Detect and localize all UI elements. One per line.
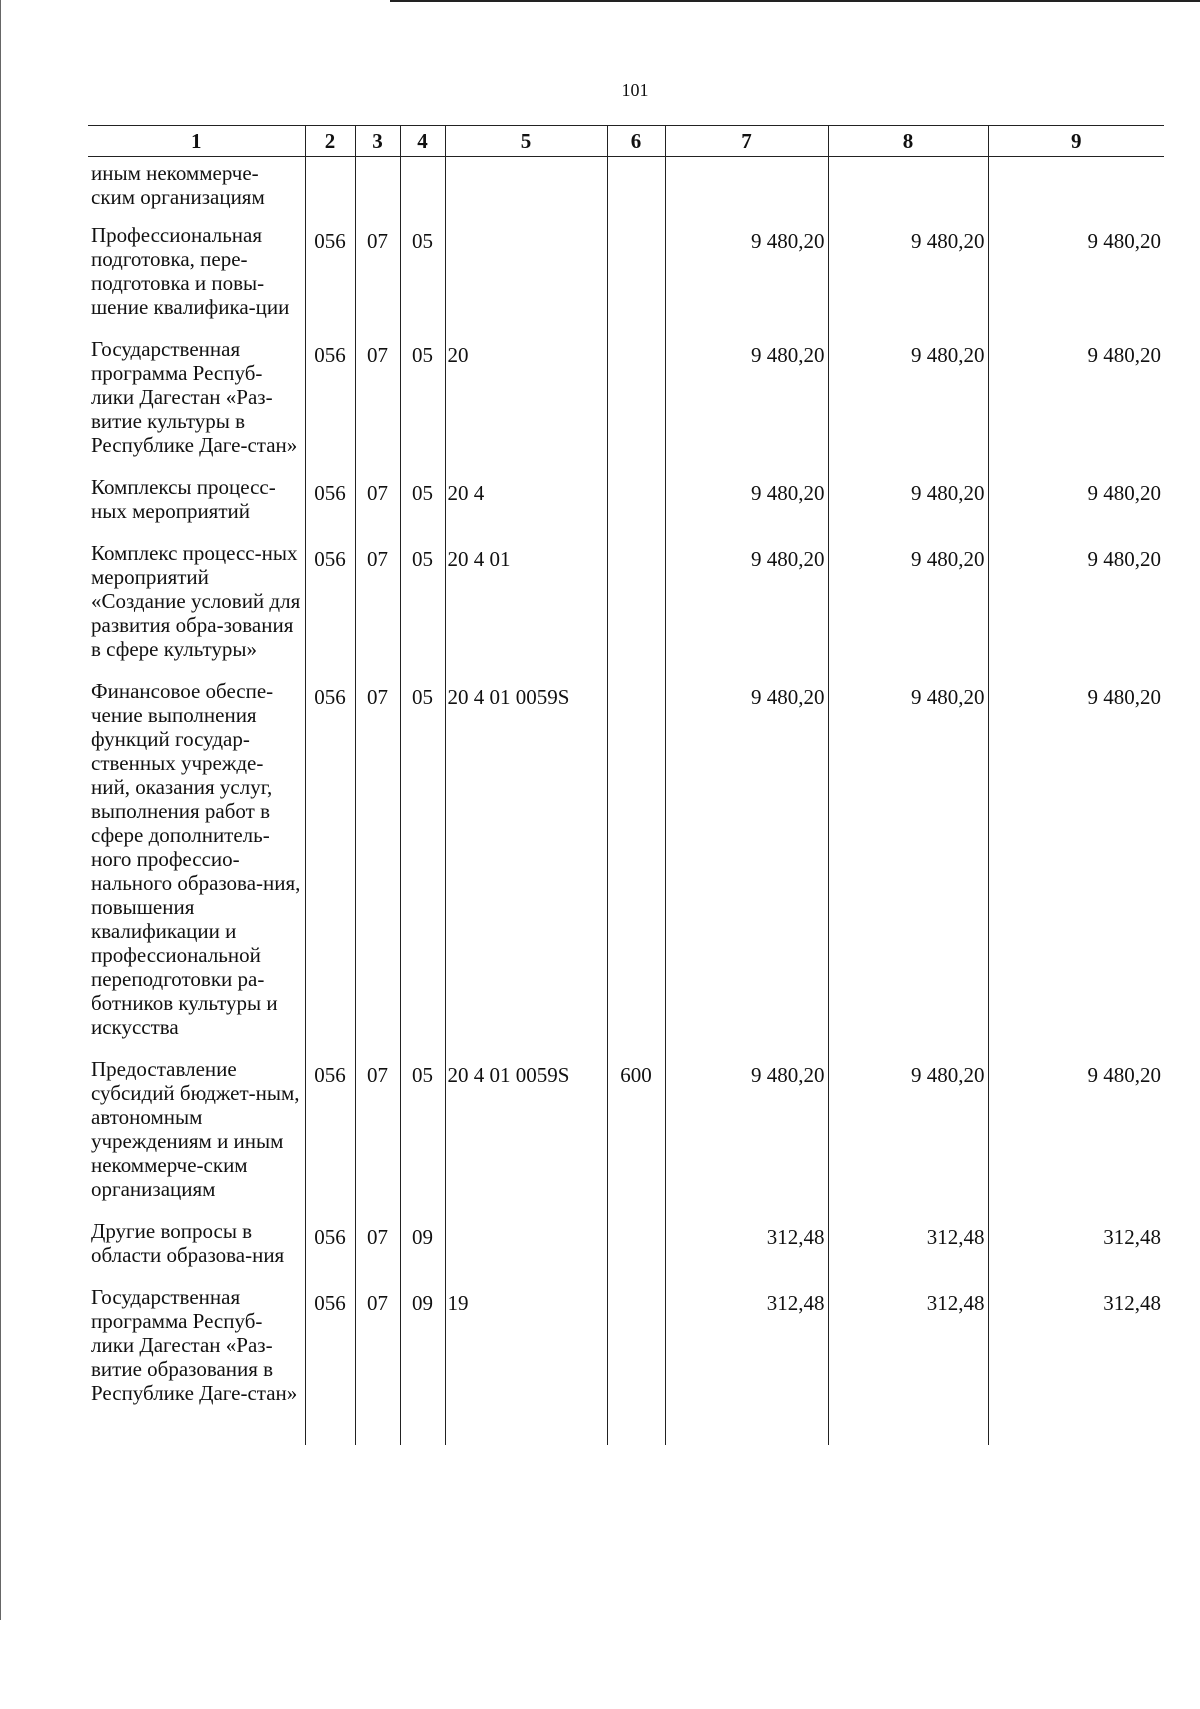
amount-col-8-cell: 312,48 xyxy=(828,1219,988,1285)
csr-code-cell: 20 4 01 0059S xyxy=(445,1057,607,1219)
table-body xyxy=(88,157,1164,1446)
amount-col-8-cell: 9 480,20 xyxy=(828,223,988,337)
rz-code-cell xyxy=(355,157,400,224)
amount-col-9-cell: 9 480,20 xyxy=(988,223,1164,337)
pr-code-cell xyxy=(400,157,445,224)
gr-code-cell: 056 xyxy=(305,337,355,475)
amount-col-7-cell: 9 480,20 xyxy=(665,541,828,679)
pr-code-cell: 05 xyxy=(400,475,445,541)
budget-table xyxy=(88,125,1164,1445)
rz-code-cell: 07 xyxy=(355,1285,400,1445)
csr-code-cell xyxy=(445,223,607,337)
header-col-5: 5 xyxy=(445,126,607,157)
table-row xyxy=(88,541,1164,679)
gr-code-cell: 056 xyxy=(305,679,355,1057)
gr-code-cell: 056 xyxy=(305,1219,355,1285)
row-name-cell: иным некоммерче-ским организациям xyxy=(91,161,265,209)
header-col-4: 4 xyxy=(400,126,445,157)
amount-col-9-cell: 9 480,20 xyxy=(988,1057,1164,1219)
amount-col-9-cell: 9 480,20 xyxy=(988,337,1164,475)
row-name-cell: Государственная программа Респуб-лики Дагестан «Раз-витие культуры в Республике Даге-стан» xyxy=(91,337,298,457)
amount-col-7-cell: 9 480,20 xyxy=(665,475,828,541)
amount-col-8-cell: 312,48 xyxy=(828,1285,988,1445)
rz-code-cell: 07 xyxy=(355,475,400,541)
rz-code-cell: 07 xyxy=(355,1057,400,1219)
amount-col-9-cell: 9 480,20 xyxy=(988,475,1164,541)
gr-code-cell: 056 xyxy=(305,1285,355,1445)
row-name-cell: Государственная программа Респуб-лики Дагестан «Раз-витие образования в Республике Даге-стан» xyxy=(91,1285,298,1405)
table-row xyxy=(88,1219,1164,1285)
table-header xyxy=(88,126,1164,157)
amount-col-7-cell: 9 480,20 xyxy=(665,679,828,1057)
amount-col-9-cell xyxy=(988,157,1164,224)
amount-col-7-cell: 312,48 xyxy=(665,1285,828,1445)
row-name-cell: Профессиональная подготовка, пере-подготовка и повы-шение квалифика-ции xyxy=(91,223,290,319)
vr-code-cell xyxy=(607,223,665,337)
table-row xyxy=(88,337,1164,475)
row-name-cell: Комплекс процесс-ных мероприятий «Создание условий для развития обра-зования в сфере культуры» xyxy=(91,541,301,661)
table-row xyxy=(88,157,1164,224)
amount-col-9-cell: 312,48 xyxy=(988,1285,1164,1445)
page-number: 101 xyxy=(621,80,649,100)
pr-code-cell: 05 xyxy=(400,223,445,337)
amount-col-8-cell: 9 480,20 xyxy=(828,1057,988,1219)
vr-code-cell xyxy=(607,541,665,679)
csr-code-cell: 20 4 xyxy=(445,475,607,541)
pr-code-cell: 09 xyxy=(400,1219,445,1285)
csr-code-cell: 20 xyxy=(445,337,607,475)
pr-code-cell: 05 xyxy=(400,541,445,679)
vr-code-cell xyxy=(607,1285,665,1445)
header-row xyxy=(88,126,1164,157)
table-row xyxy=(88,1057,1164,1219)
amount-col-7-cell: 9 480,20 xyxy=(665,337,828,475)
row-name-cell: Предоставление субсидий бюджет-ным, автономным учреждениям и иным некоммерче-ским организациям xyxy=(91,1057,300,1201)
amount-col-7-cell: 312,48 xyxy=(665,1219,828,1285)
table-row xyxy=(88,223,1164,337)
pr-code-cell: 05 xyxy=(400,1057,445,1219)
amount-col-7-cell: 9 480,20 xyxy=(665,1057,828,1219)
header-col-1: 1 xyxy=(88,126,305,157)
csr-code-cell xyxy=(445,1219,607,1285)
vr-code-cell xyxy=(607,157,665,224)
csr-code-cell xyxy=(445,157,607,224)
pr-code-cell: 09 xyxy=(400,1285,445,1445)
csr-code-cell: 20 4 01 xyxy=(445,541,607,679)
amount-col-8-cell: 9 480,20 xyxy=(828,475,988,541)
rz-code-cell: 07 xyxy=(355,541,400,679)
gr-code-cell xyxy=(305,157,355,224)
table-row xyxy=(88,679,1164,1057)
left-margin-rule xyxy=(0,0,1,1620)
header-col-9: 9 xyxy=(988,126,1164,157)
rz-code-cell: 07 xyxy=(355,337,400,475)
header-col-2: 2 xyxy=(305,126,355,157)
row-name-cell: Другие вопросы в области образова-ния xyxy=(91,1219,285,1267)
vr-code-cell xyxy=(607,1219,665,1285)
csr-code-cell: 19 xyxy=(445,1285,607,1445)
header-col-8: 8 xyxy=(828,126,988,157)
row-name-cell: Финансовое обеспе-чение выполнения функций государ-ственных учрежде-ний, оказания услуг, выполнения работ в сфере дополнитель-ного профессио-нального образова-ния, повышения квалификации и профессиональной переподготовки ра-ботников культуры и искусства xyxy=(91,679,301,1039)
vr-code-cell xyxy=(607,679,665,1057)
table-row xyxy=(88,1285,1164,1445)
top-rule xyxy=(390,0,1200,2)
pr-code-cell: 05 xyxy=(400,337,445,475)
amount-col-9-cell: 9 480,20 xyxy=(988,541,1164,679)
header-col-3: 3 xyxy=(355,126,400,157)
row-name-cell: Комплексы процесс-ных мероприятий xyxy=(91,475,276,523)
amount-col-8-cell: 9 480,20 xyxy=(828,679,988,1057)
gr-code-cell: 056 xyxy=(305,223,355,337)
rz-code-cell: 07 xyxy=(355,679,400,1057)
header-col-6: 6 xyxy=(607,126,665,157)
amount-col-7-cell xyxy=(665,157,828,224)
pr-code-cell: 05 xyxy=(400,679,445,1057)
gr-code-cell: 056 xyxy=(305,475,355,541)
amount-col-8-cell xyxy=(828,157,988,224)
rz-code-cell: 07 xyxy=(355,223,400,337)
amount-col-9-cell: 9 480,20 xyxy=(988,679,1164,1057)
vr-code-cell: 600 xyxy=(607,1057,665,1219)
amount-col-8-cell: 9 480,20 xyxy=(828,541,988,679)
gr-code-cell: 056 xyxy=(305,1057,355,1219)
vr-code-cell xyxy=(607,337,665,475)
header-col-7: 7 xyxy=(665,126,828,157)
csr-code-cell: 20 4 01 0059S xyxy=(445,679,607,1057)
vr-code-cell xyxy=(607,475,665,541)
amount-col-8-cell: 9 480,20 xyxy=(828,337,988,475)
table-row xyxy=(88,475,1164,541)
amount-col-7-cell: 9 480,20 xyxy=(665,223,828,337)
gr-code-cell: 056 xyxy=(305,541,355,679)
rz-code-cell: 07 xyxy=(355,1219,400,1285)
amount-col-9-cell: 312,48 xyxy=(988,1219,1164,1285)
